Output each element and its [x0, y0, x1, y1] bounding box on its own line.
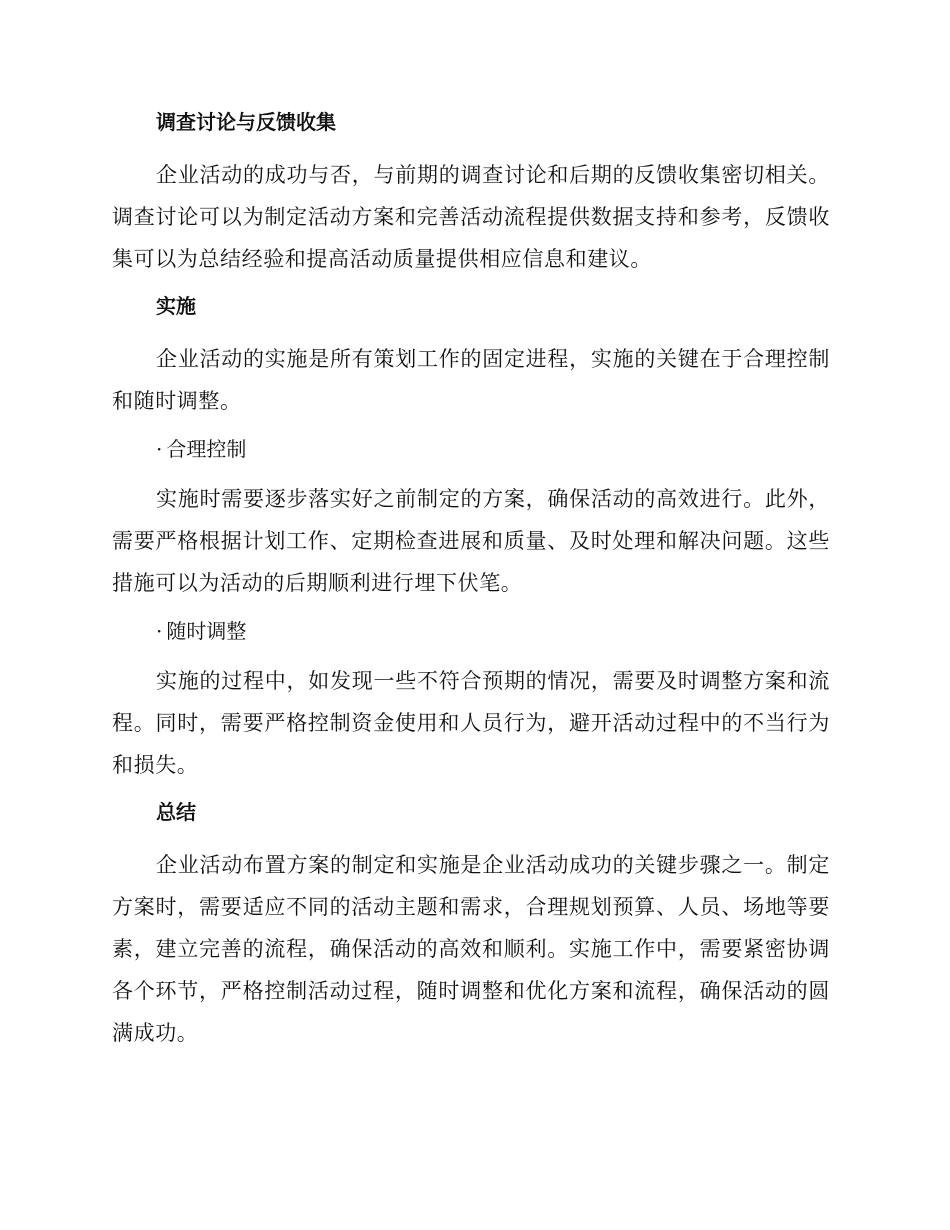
section-heading-summary: 总结 — [156, 800, 196, 824]
section-heading-implementation: 实施 — [156, 294, 196, 318]
paragraph-survey-feedback: 企业活动的成功与否，与前期的调查讨论和后期的反馈收集密切相关。调查讨论可以为制定活动方案和完善活动流程提供数据支持和参考，反馈收集可以为总结经验和提高活动质量提供相应信息和建议。 — [112, 163, 830, 271]
paragraph-reasonable-control: 实施时需要逐步落实好之前制定的方案，确保活动的高效进行。此外，需要严格根据计划工作、定期检查进展和质量、及时处理和解决问题。这些措施可以为活动的后期顺利进行埋下伏笔。 — [112, 487, 830, 595]
bullet-label: 随时调整 — [166, 619, 247, 643]
bullet-item-timely-adjustment — [112, 616, 830, 646]
section-heading-survey-feedback: 调查讨论与反馈收集 — [156, 110, 336, 134]
paragraph-summary: 企业活动布置方案的制定和实施是企业活动成功的关键步骤之一。制定方案时，需要适应不同的活动主题和需求，合理规划预算、人员、场地等要素，建立完善的流程，确保活动的高效和顺利。实施工作中，需要紧密协调各个环节，严格控制活动过程，随时调整和优化方案和流程，确保活动的圆满成功。 — [112, 853, 830, 1045]
bullet-dot-icon: · — [156, 619, 163, 643]
paragraph-implementation: 企业活动的实施是所有策划工作的固定进程，实施的关键在于合理控制和随时调整。 — [112, 347, 830, 413]
bullet-dot-icon: · — [156, 437, 163, 461]
document-page — [112, 108, 830, 1066]
bullet-item-reasonable-control — [112, 434, 830, 464]
bullet-label: 合理控制 — [166, 437, 247, 461]
paragraph-timely-adjustment: 实施的过程中，如发现一些不符合预期的情况，需要及时调整方案和流程。同时，需要严格控制资金使用和人员行为，避开活动过程中的不当行为和损失。 — [112, 669, 830, 777]
